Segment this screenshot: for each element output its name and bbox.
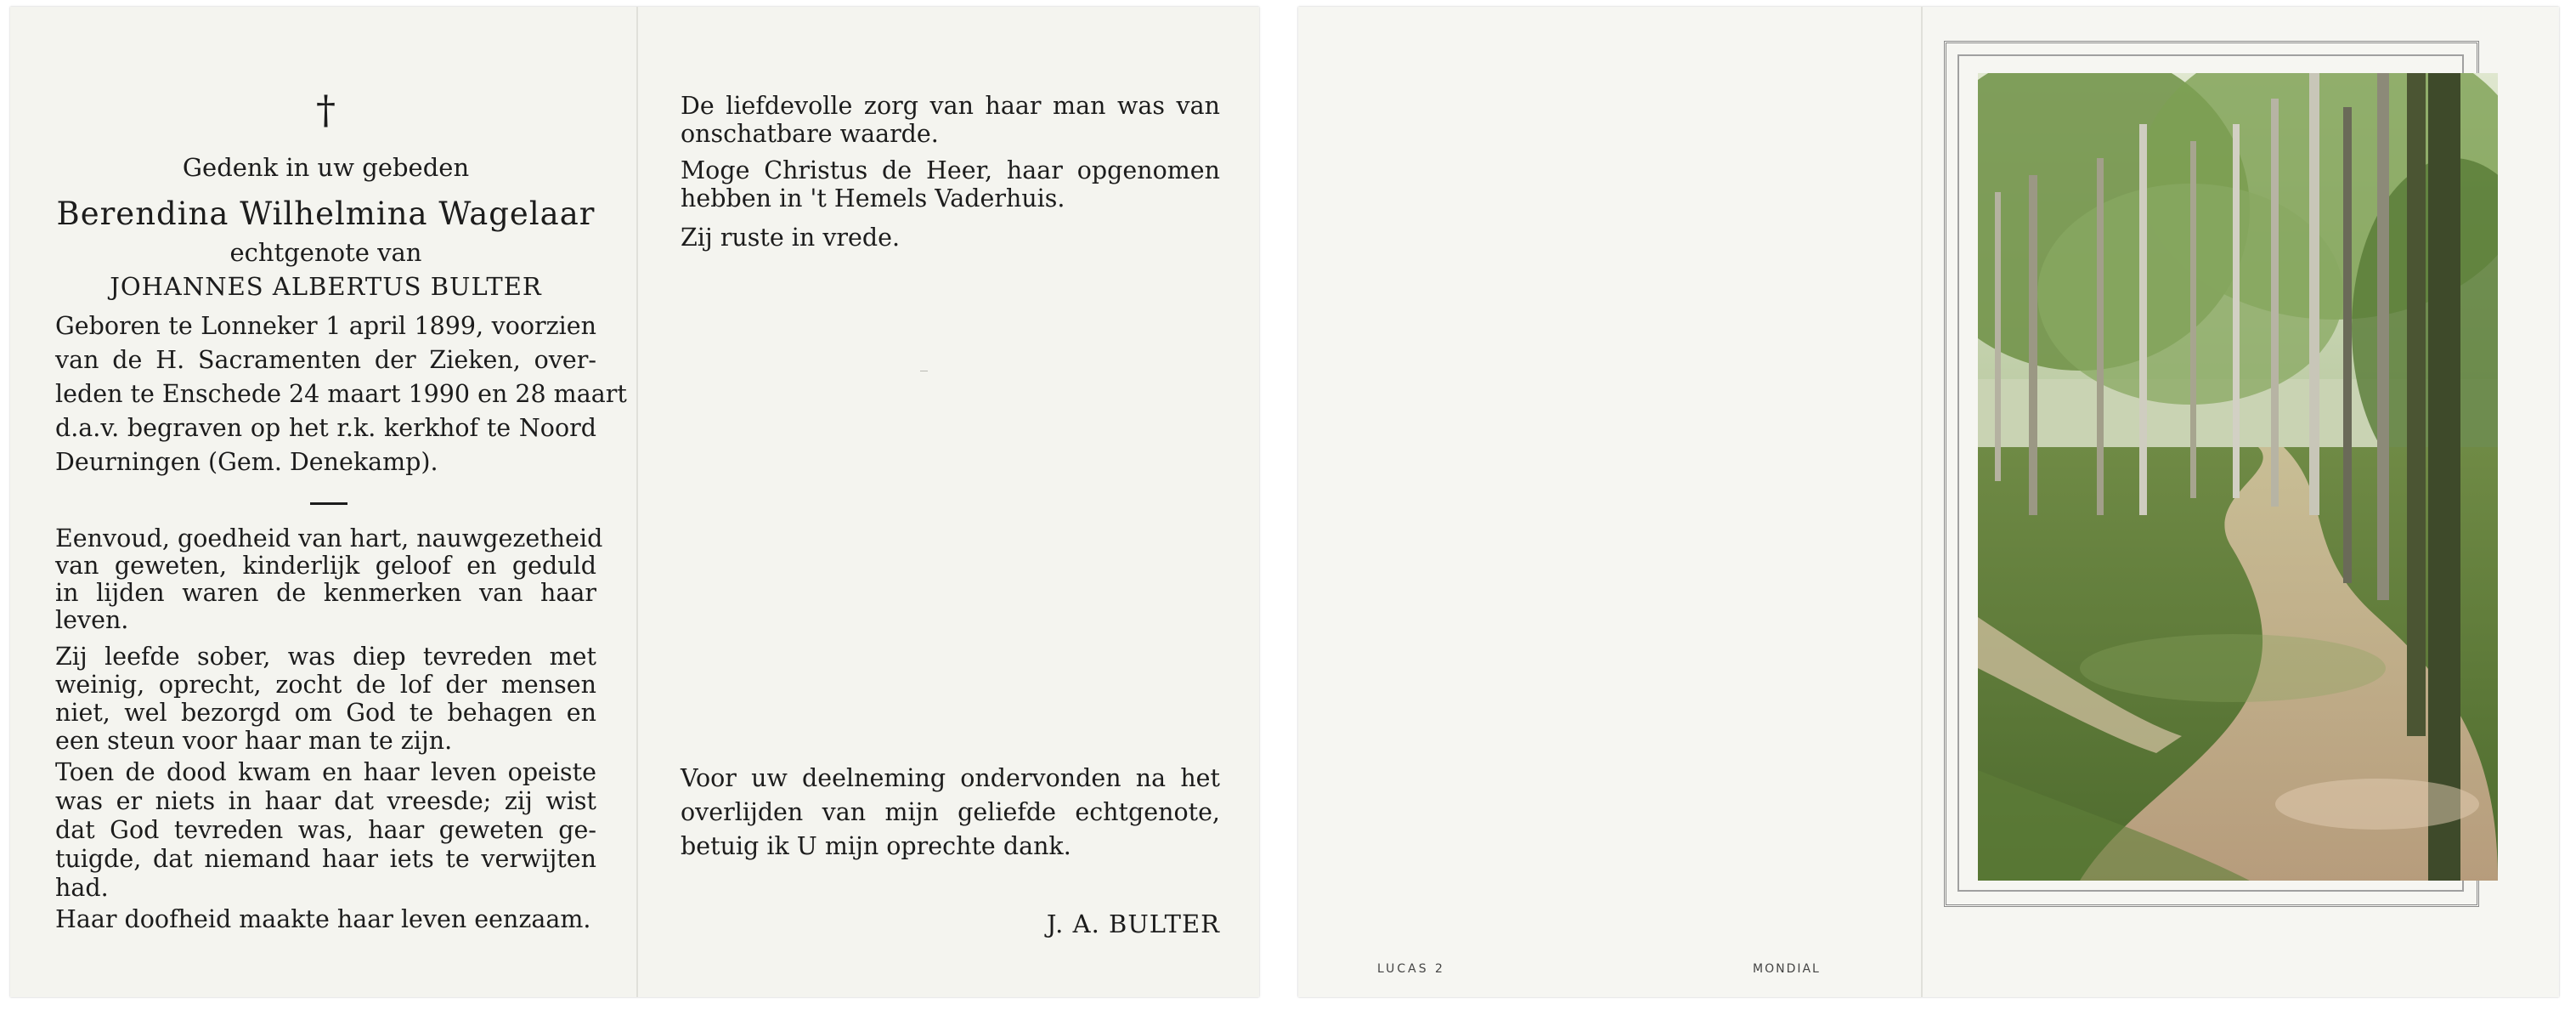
bio-line: Deurningen (Gem. Denekamp). — [55, 448, 438, 476]
sober-line: weinig, oprecht, zocht de lof der mensen — [55, 671, 596, 699]
dank-paragraph — [681, 762, 1220, 864]
dank-line: betuig ik U mijn oprechte dank. — [681, 832, 1071, 860]
card-cover-sheet — [1298, 7, 2559, 997]
sober-line: een steun voor haar man te zijn. — [55, 727, 453, 755]
dood-line: dat God tevreden was, haar geweten ge- — [55, 816, 596, 844]
dank-line: Voor uw deelneming ondervonden na het — [681, 764, 1220, 792]
card-fold-line — [636, 7, 638, 997]
dank-line: overlijden van mijn geliefde echtgenote, — [681, 798, 1220, 826]
virtues-line: van geweten, kinderlijk geloof en geduld — [55, 552, 596, 580]
cross-icon: † — [316, 87, 336, 133]
cover-fold-line — [1921, 7, 1923, 997]
zorg-paragraph — [681, 92, 1220, 148]
dood-line: tuigde, dat niemand haar iets te verwijten — [55, 845, 596, 873]
christus-line: hebben in 't Hemels Vaderhuis. — [681, 184, 1065, 212]
christus-paragraph — [681, 156, 1220, 212]
sober-line: niet, wel bezorgd om God te behagen en — [55, 699, 596, 727]
separator-dash — [310, 502, 347, 505]
christus-line: Moge Christus de Heer, haar opgenomen — [681, 156, 1220, 184]
deceased-name: Berendina Wilhelmina Wagelaar — [56, 196, 596, 232]
echtgenote-label: echtgenote van — [229, 238, 422, 267]
biography-paragraph — [55, 309, 627, 479]
bio-line: d.a.v. begraven op het r.k. kerkhof te Noord — [55, 414, 596, 442]
zorg-line: De liefdevolle zorg van haar man was van — [681, 92, 1220, 120]
rust-line: Zij ruste in vrede. — [681, 224, 901, 252]
mondial-imprint: MONDIAL — [1753, 962, 1821, 976]
rust-paragraph — [681, 221, 1220, 255]
gedenk-heading: Gedenk in uw gebeden — [182, 153, 470, 182]
dood-line: Toen de dood kwam en haar leven opeiste — [55, 758, 596, 786]
forest-path-photo — [1978, 73, 2498, 881]
lucas-imprint: LUCAS 2 — [1377, 962, 1445, 976]
virtues-paragraph — [55, 524, 603, 634]
doofheid-line: Haar doofheid maakte haar leven eenzaam. — [55, 905, 591, 933]
doofheid-paragraph — [55, 903, 596, 937]
dood-paragraph — [55, 758, 596, 903]
virtues-line: leven. — [55, 606, 129, 634]
dood-line: had. — [55, 874, 109, 902]
virtues-line: Eenvoud, goedheid van hart, nauwgezetheid — [55, 524, 603, 552]
bio-line: Geboren te Lonneker 1 april 1899, voorzien — [55, 312, 596, 340]
forest-path-illustration — [1978, 73, 2498, 881]
dood-line: was er niets in haar dat vreesde; zij wist — [55, 787, 596, 815]
sober-line: Zij leefde sober, was diep tevreden met — [55, 643, 596, 671]
zorg-line: onschatbare waarde. — [681, 120, 939, 148]
card-inside-sheet — [10, 7, 1259, 997]
sober-paragraph — [55, 643, 596, 755]
signature: J. A. BULTER — [1046, 910, 1220, 938]
bio-line: leden te Enschede 24 maart 1990 en 28 maart — [55, 380, 627, 408]
virtues-line: in lijden waren de kenmerken van haar — [55, 579, 596, 607]
husband-name: JOHANNES ALBERTUS BULTER — [110, 272, 542, 301]
bio-line: van de H. Sacramenten der Zieken, over- — [55, 346, 596, 374]
